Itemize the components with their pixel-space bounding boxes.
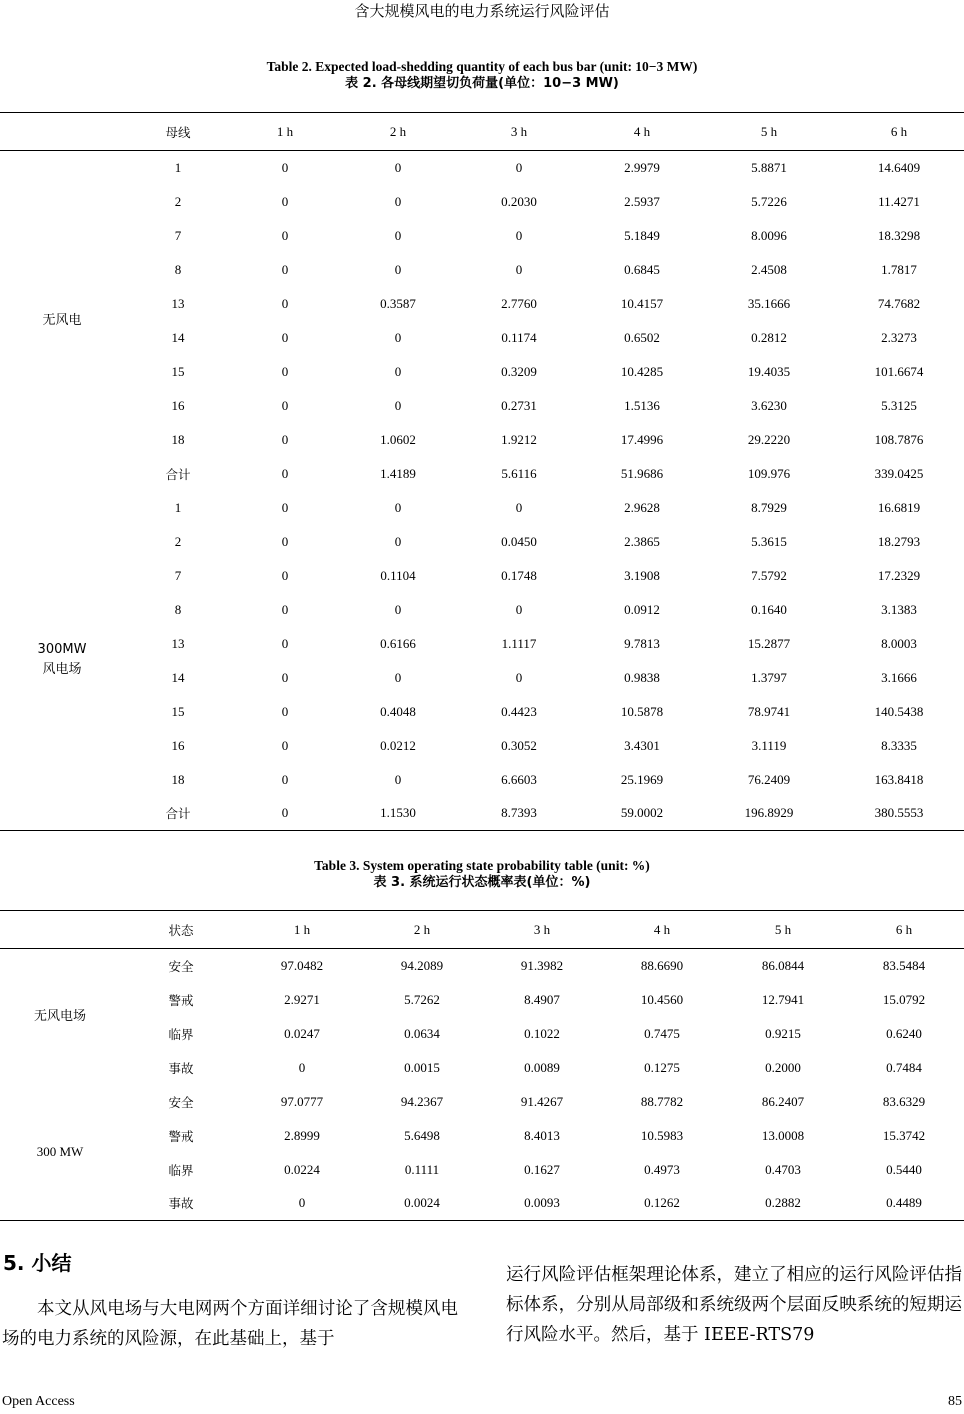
table-row — [0, 627, 964, 661]
table2-row-key: 14 — [171, 669, 185, 685]
table2-cell: 0.4048 — [380, 703, 416, 719]
table2-cell: 0 — [281, 193, 289, 209]
table3-cell: 0.7475 — [644, 1025, 680, 1041]
table2-cell: 29.2220 — [747, 431, 791, 447]
table-row — [0, 219, 964, 253]
table3-header-row — [0, 911, 964, 949]
table3-cell: 0.6240 — [886, 1025, 922, 1041]
table3-header-6: 5 h — [722, 911, 844, 949]
table2-row-key: 16 — [171, 737, 185, 753]
table2-cell: 0 — [515, 669, 523, 685]
table2-cell: 0 — [281, 771, 289, 787]
table2-cell: 0 — [394, 193, 402, 209]
table3-header-1: 状态 — [120, 911, 242, 949]
table2-cell: 0 — [281, 261, 289, 277]
table3-cell: 86.2407 — [761, 1093, 805, 1109]
table2-cell: 0 — [281, 601, 289, 617]
table3-cell: 91.3982 — [520, 957, 564, 973]
table2-cell: 0 — [515, 261, 523, 277]
table-row — [0, 457, 964, 491]
table-row — [0, 1187, 964, 1221]
table2-cell: 8.0003 — [881, 635, 917, 651]
table2-cell: 5.3125 — [881, 397, 917, 413]
table3-cell: 2.9271 — [284, 991, 320, 1007]
table2-cell: 0.6845 — [624, 261, 660, 277]
table3-cell: 0.1262 — [602, 1187, 722, 1221]
table-row — [0, 949, 964, 983]
table2-row-key: 1 — [174, 499, 182, 515]
table2-cell: 196.8929 — [704, 797, 834, 831]
table2-cell: 339.0425 — [874, 465, 924, 481]
table2-cell: 0.1104 — [380, 567, 416, 583]
table2-row-key: 14 — [171, 329, 185, 345]
table2-cell: 0 — [281, 363, 289, 379]
table2-cell: 0 — [394, 227, 402, 243]
table3-cell: 10.5983 — [640, 1127, 684, 1143]
table3 — [0, 910, 964, 1221]
table2-cell: 5.1849 — [624, 227, 660, 243]
table3-cell: 0.0634 — [404, 1025, 440, 1041]
table2-row-key: 18 — [171, 771, 185, 787]
table2-header-5: 4 h — [580, 113, 704, 151]
table-row — [0, 983, 964, 1017]
table3-header-3: 2 h — [362, 911, 482, 949]
table2-cell: 2.9628 — [624, 499, 660, 515]
table2-cell: 0.1640 — [751, 601, 787, 617]
table2-cell: 35.1666 — [747, 295, 791, 311]
table2-cell: 0 — [394, 329, 402, 345]
table2-cell: 0 — [515, 601, 523, 617]
table-row — [0, 525, 964, 559]
table2-cell: 1.0602 — [380, 431, 416, 447]
table-row — [0, 593, 964, 627]
table2-row-key: 16 — [171, 397, 185, 413]
table3-cell: 94.2367 — [400, 1093, 444, 1109]
footer-journal: Open Access — [2, 1394, 75, 1409]
table3-header-2: 1 h — [242, 911, 362, 949]
table-row — [0, 559, 964, 593]
table3-cell: 0.0015 — [404, 1059, 440, 1075]
table2-cell: 78.9741 — [747, 703, 791, 719]
table2-cell: 15.2877 — [747, 635, 791, 651]
table2-cell: 51.9686 — [620, 465, 664, 481]
table2-cell: 380.5553 — [834, 797, 964, 831]
table2-row-key: 18 — [171, 431, 185, 447]
table3-caption — [0, 857, 964, 891]
table2-caption-zh: 表 2. 各母线期望切负荷量(单位：10−3 MW) — [345, 76, 619, 91]
table3-cell: 83.6329 — [882, 1093, 926, 1109]
table2-cell: 0 — [394, 397, 402, 413]
table3-cell: 86.0844 — [761, 957, 805, 973]
table2-cell: 3.1119 — [751, 737, 787, 753]
table3-row-key: 事故 — [120, 1187, 242, 1221]
table2-cell: 0 — [515, 159, 523, 175]
table2-cell: 0 — [394, 771, 402, 787]
table-row — [0, 185, 964, 219]
table2-cell: 14.6409 — [877, 159, 921, 175]
table2-cell: 5.6116 — [501, 465, 537, 481]
table3-cell: 0 — [242, 1187, 362, 1221]
table2-cell: 163.8418 — [874, 771, 924, 787]
table2-cell: 0 — [281, 635, 289, 651]
table3-row-key: 临界 — [168, 1162, 194, 1178]
table2-cell: 0 — [281, 465, 289, 481]
table2-cell: 101.6674 — [874, 363, 924, 379]
table-row — [0, 321, 964, 355]
table3-cell: 0.0224 — [284, 1161, 320, 1177]
table2-header-3: 2 h — [338, 113, 458, 151]
table2-cell: 0 — [281, 159, 289, 175]
table2-cell: 2.7760 — [501, 295, 537, 311]
table3-row-key: 警戒 — [168, 1128, 194, 1144]
table2-cell: 19.4035 — [747, 363, 791, 379]
table2-caption-en: Table 2. Expected load-shedding quantity of each bus bar (unit: 10−3 MW) — [266, 59, 698, 74]
table3-cell: 0.0024 — [362, 1187, 482, 1221]
table2-cell: 8.0096 — [751, 227, 787, 243]
table2-cell: 59.0002 — [580, 797, 704, 831]
table2-row-key: 7 — [174, 227, 182, 243]
table2-header-row — [0, 113, 964, 151]
table2-cell: 0.2812 — [751, 329, 787, 345]
table2-cell: 0 — [515, 227, 523, 243]
table3-cell: 0.5440 — [886, 1161, 922, 1177]
table-row — [0, 661, 964, 695]
table3-cell: 0.7484 — [886, 1059, 922, 1075]
table2-cell: 1.9212 — [501, 431, 537, 447]
table2-cell: 6.6603 — [501, 771, 537, 787]
table-row — [0, 1051, 964, 1085]
table2-cell: 1.7817 — [881, 261, 917, 277]
table3-row-key: 安全 — [168, 1094, 194, 1110]
table2-cell: 1.1117 — [501, 635, 537, 651]
table-row — [0, 729, 964, 763]
table2-header-6: 5 h — [704, 113, 834, 151]
table2-header-0 — [0, 113, 124, 151]
table-row — [0, 355, 964, 389]
table3-cell: 15.3742 — [882, 1127, 926, 1143]
table2-cell: 0 — [281, 227, 289, 243]
table2-cell: 3.1383 — [881, 601, 917, 617]
table2-cell: 109.976 — [747, 465, 791, 481]
table2-cell: 1.1530 — [338, 797, 458, 831]
section-paragraph-right: 运行风险评估框架理论体系，建立了相应的运行风险评估指标体系，分别从局部级和系统级两个层面反映系统的短期运行风险水平。然后，基于 IEEE-RTS79 — [506, 1265, 962, 1345]
table2-cell: 0 — [281, 329, 289, 345]
table-row — [0, 253, 964, 287]
table2-cell: 0.3587 — [380, 295, 416, 311]
table3-row-key: 临界 — [168, 1026, 194, 1042]
table2-cell: 8.7393 — [458, 797, 580, 831]
table3-cell: 12.7941 — [761, 991, 805, 1007]
table3-cell: 15.0792 — [882, 991, 926, 1007]
table-row — [0, 1017, 964, 1051]
table3-row-key: 事故 — [168, 1060, 194, 1076]
table-row — [0, 1085, 964, 1119]
table2-cell: 76.2409 — [747, 771, 791, 787]
table2-cell: 2.3865 — [624, 533, 660, 549]
table3-cell: 0.9215 — [765, 1025, 801, 1041]
table2-cell: 0.3052 — [501, 737, 537, 753]
table-row — [0, 1119, 964, 1153]
table2-row-key: 合计 — [124, 797, 232, 831]
table-row — [0, 763, 964, 797]
table2-cell: 1.5136 — [624, 397, 660, 413]
table2-row-key: 8 — [174, 601, 182, 617]
table-row — [0, 797, 964, 831]
table2-cell: 0.6502 — [624, 329, 660, 345]
table2-cell: 0 — [281, 431, 289, 447]
section-heading: 5. 小结 — [3, 1251, 72, 1275]
table2-header-7: 6 h — [834, 113, 964, 151]
table-row — [0, 423, 964, 457]
table2-cell: 10.4157 — [620, 295, 664, 311]
table3-cell: 0.0089 — [524, 1059, 560, 1075]
table3-cell: 5.7262 — [404, 991, 440, 1007]
table2-cell: 2.4508 — [751, 261, 787, 277]
table3-cell: 0.1627 — [524, 1161, 560, 1177]
page-number: 85 — [948, 1394, 962, 1409]
table3-cell: 8.4907 — [524, 991, 560, 1007]
table3-caption-zh: 表 3. 系统运行状态概率表(单位：%) — [373, 875, 591, 890]
table2-cell: 3.6230 — [751, 397, 787, 413]
table3-cell: 0.0093 — [482, 1187, 602, 1221]
table2-cell: 1.4189 — [380, 465, 416, 481]
table3-cell: 91.4267 — [520, 1093, 564, 1109]
table3-cell: 0.4489 — [844, 1187, 964, 1221]
table2-cell: 0 — [232, 797, 338, 831]
table2-cell: 0.0450 — [501, 533, 537, 549]
table2-cell: 11.4271 — [878, 193, 920, 209]
table3-caption-en: Table 3. System operating state probability table (unit: %) — [314, 858, 650, 873]
table2-row-key: 15 — [171, 703, 185, 719]
table2-row-key: 合计 — [165, 466, 191, 482]
table2-cell: 0 — [281, 669, 289, 685]
table2-cell: 0 — [281, 397, 289, 413]
table2-cell: 0 — [281, 703, 289, 719]
table3-cell: 0.4973 — [644, 1161, 680, 1177]
table2-row-key: 13 — [171, 295, 185, 311]
table2-cell: 3.1908 — [624, 567, 660, 583]
table2-cell: 0.9838 — [624, 669, 660, 685]
table3-group-label: 无风电场 — [33, 1008, 86, 1024]
table2-row-key: 2 — [174, 533, 182, 549]
table2-cell: 2.5937 — [624, 193, 660, 209]
table2-cell: 17.4996 — [620, 431, 664, 447]
table3-cell: 0.2000 — [765, 1059, 801, 1075]
table2-cell: 0.3209 — [501, 363, 537, 379]
table2-cell: 0 — [281, 499, 289, 515]
table3-cell: 5.6498 — [404, 1127, 440, 1143]
table2-cell: 18.3298 — [877, 227, 921, 243]
table2 — [0, 112, 964, 831]
table2-cell: 10.5878 — [620, 703, 664, 719]
table2-cell: 3.4301 — [624, 737, 660, 753]
table2-cell: 18.2793 — [877, 533, 921, 549]
table2-cell: 0 — [394, 533, 402, 549]
table3-group-label: 300 MW — [0, 1085, 120, 1221]
table2-row-key: 2 — [174, 193, 182, 209]
table2-caption — [0, 58, 964, 92]
table3-row-key: 警戒 — [168, 992, 194, 1008]
table2-cell: 0 — [281, 567, 289, 583]
table2-cell: 0 — [394, 499, 402, 515]
table2-cell: 25.1969 — [620, 771, 664, 787]
table2-group-label: 300MW 风电场 — [0, 491, 124, 831]
running-head: 含大规模风电的电力系统运行风险评估 — [354, 2, 610, 20]
table2-row-key: 8 — [174, 261, 182, 277]
table2-cell: 0 — [515, 499, 523, 515]
table2-header-4: 3 h — [458, 113, 580, 151]
table2-cell: 7.5792 — [751, 567, 787, 583]
table2-cell: 2.9979 — [624, 159, 660, 175]
table3-cell: 97.0482 — [280, 957, 324, 973]
table3-cell: 88.7782 — [640, 1093, 684, 1109]
table-row — [0, 287, 964, 321]
table2-cell: 10.4285 — [620, 363, 664, 379]
table2-cell: 140.5438 — [874, 703, 924, 719]
table2-cell: 1.3797 — [751, 669, 787, 685]
table2-cell: 0.2731 — [501, 397, 537, 413]
table2-cell: 3.1666 — [881, 669, 917, 685]
table2-cell: 0.6166 — [380, 635, 416, 651]
table2-cell: 0.4423 — [501, 703, 537, 719]
table2-row-key: 13 — [171, 635, 185, 651]
table3-cell: 10.4560 — [640, 991, 684, 1007]
table3-header-5: 4 h — [602, 911, 722, 949]
table2-cell: 8.7929 — [751, 499, 787, 515]
table2-cell: 5.8871 — [751, 159, 787, 175]
table3-header-0 — [0, 911, 120, 949]
table3-cell: 83.5484 — [882, 957, 926, 973]
table3-cell: 13.0008 — [761, 1127, 805, 1143]
section-paragraph-left: 本文从风电场与大电网两个方面详细讨论了含规模风电场的电力系统的风险源，在此基础上，基于 — [2, 1299, 458, 1349]
table2-group-label: 无风电 — [42, 312, 82, 328]
table3-cell: 97.0777 — [280, 1093, 324, 1109]
table3-cell: 0.1111 — [404, 1161, 440, 1177]
table-row — [0, 491, 964, 525]
table2-cell: 16.6819 — [877, 499, 921, 515]
table2-cell: 74.7682 — [877, 295, 921, 311]
table2-cell: 0 — [394, 669, 402, 685]
table2-cell: 5.7226 — [751, 193, 787, 209]
table3-cell: 88.6690 — [640, 957, 684, 973]
table2-cell: 0.1174 — [501, 329, 537, 345]
table3-cell: 2.8999 — [284, 1127, 320, 1143]
table3-cell: 0.1022 — [524, 1025, 560, 1041]
table2-cell: 0 — [394, 261, 402, 277]
table2-row-key: 15 — [171, 363, 185, 379]
table3-cell: 0.2882 — [722, 1187, 844, 1221]
table2-cell: 5.3615 — [751, 533, 787, 549]
table3-cell: 0.0247 — [284, 1025, 320, 1041]
table2-header-2: 1 h — [232, 113, 338, 151]
table2-cell: 0.0212 — [380, 737, 416, 753]
table2-cell: 17.2329 — [877, 567, 921, 583]
table2-header-1: 母线 — [124, 113, 232, 151]
table3-header-4: 3 h — [482, 911, 602, 949]
table-row — [0, 389, 964, 423]
table2-row-key: 7 — [174, 567, 182, 583]
table2-cell: 108.7876 — [874, 431, 924, 447]
table3-header-7: 6 h — [844, 911, 964, 949]
table3-row-key: 安全 — [168, 958, 194, 974]
table3-cell: 0 — [298, 1059, 306, 1075]
table2-cell: 0 — [281, 737, 289, 753]
table2-cell: 0 — [394, 159, 402, 175]
table-row — [0, 695, 964, 729]
table2-cell: 0 — [394, 601, 402, 617]
table2-cell: 0 — [394, 363, 402, 379]
table3-cell: 0.1275 — [644, 1059, 680, 1075]
table2-cell: 0 — [281, 533, 289, 549]
table2-cell: 0 — [281, 295, 289, 311]
table-row — [0, 151, 964, 185]
table-row — [0, 1153, 964, 1187]
table3-cell: 8.4013 — [524, 1127, 560, 1143]
table2-cell: 9.7813 — [624, 635, 660, 651]
table2-cell: 8.3335 — [881, 737, 917, 753]
table3-cell: 0.4703 — [765, 1161, 801, 1177]
table2-cell: 2.3273 — [881, 329, 917, 345]
table2-cell: 0.0912 — [624, 601, 660, 617]
table2-row-key: 1 — [174, 159, 182, 175]
table2-cell: 0.2030 — [501, 193, 537, 209]
table3-cell: 94.2089 — [400, 957, 444, 973]
table2-cell: 0.1748 — [501, 567, 537, 583]
